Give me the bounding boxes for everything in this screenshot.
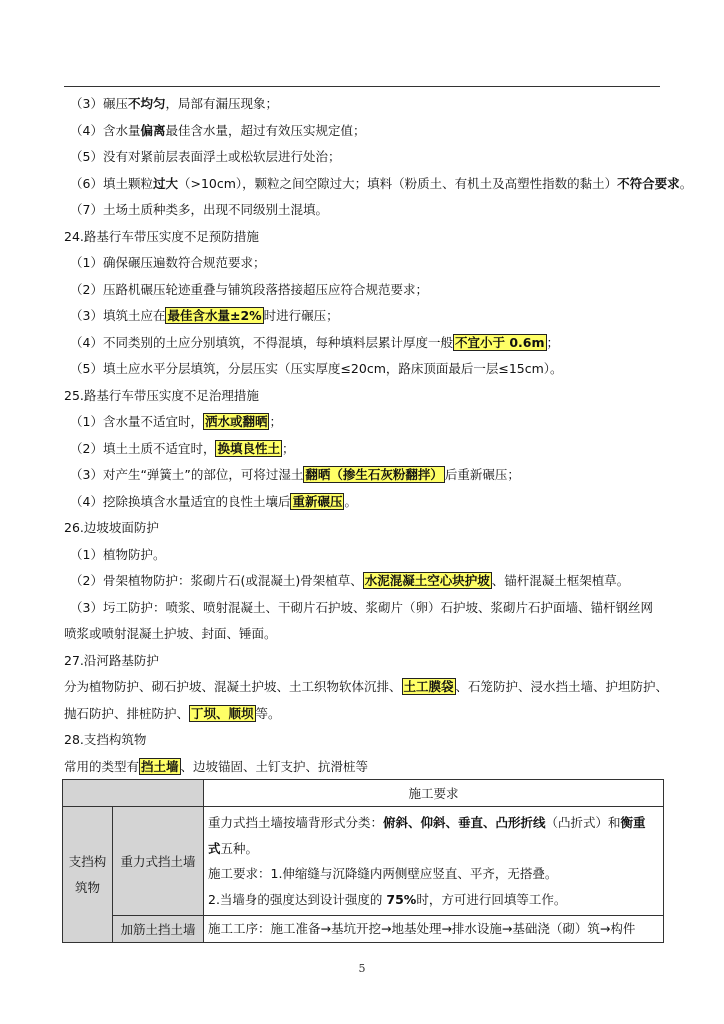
text-run: 等。: [255, 705, 281, 721]
text-run: （凸折式）和: [545, 815, 621, 830]
text-line: [64, 197, 664, 224]
bold-term: 俯斜、仰斜、垂直、凸形折线: [383, 815, 546, 830]
highlighted-key-term: 不宜小于 0.6m: [454, 334, 545, 350]
text-run: （5）填土应水平分层填筑，分层压实（压实厚度≤20cm，路床顶面最后一层≤15cm）。: [70, 361, 563, 376]
highlighted-key-term: 丁坝、顺坝: [191, 705, 254, 721]
text-run: 时，方可进行回填等工作。: [416, 891, 567, 907]
text-run: 施工工序：施工准备→基坑开挖→地基处理→排水设施→基础浇（砌）筑→构件: [208, 921, 636, 937]
reinforced-wall-requirements: [204, 916, 664, 943]
text-line: [64, 91, 664, 118]
text-run: （4）挖除换填含水量适宜的良性土壤后: [70, 493, 291, 509]
text-run: （1）确保碾压遍数符合规范要求；: [70, 255, 266, 270]
text-line: [64, 409, 664, 436]
category-line-1: 支挡构: [68, 853, 107, 869]
reinforced-wall-name: 加筋土挡土墙: [113, 916, 204, 943]
text-run: 最佳含水量，超过有效压实规定值；: [165, 122, 366, 138]
bold-term: 衡重: [620, 815, 646, 830]
text-line: [64, 277, 664, 304]
text-run: 、边坡锚固、土钉支护、抗滑桩等: [180, 758, 369, 774]
text-run: 28.支挡构筑物: [64, 732, 147, 747]
text-line: [64, 621, 664, 648]
text-run: 2.当墙身的强度达到设计强度的: [208, 891, 387, 907]
bold-term: 偏离: [140, 122, 166, 138]
text-run: （2）填土土质不适宜时，: [70, 440, 216, 456]
text-run: 时进行碾压；: [263, 308, 339, 323]
text-line: [64, 250, 664, 277]
requirement-line: [208, 810, 659, 836]
text-run: 26.边坡坡面防护: [64, 520, 159, 535]
highlighted-key-term: 洒水或翻晒: [204, 414, 268, 429]
bold-term: 75%: [386, 891, 417, 907]
text-run: （3）填筑土应在: [70, 308, 166, 323]
bold-term: 式: [208, 840, 221, 856]
category-cell: [63, 807, 113, 943]
category-line-2: 筑物: [74, 879, 100, 895]
gravity-wall-requirements: [204, 807, 664, 916]
highlighted-key-term: 重新碾压: [292, 493, 343, 509]
text-run: 常用的类型有: [64, 758, 140, 774]
bold-term: 不符合要求: [617, 175, 680, 191]
text-line: [64, 674, 669, 701]
text-run: （3）碾压: [70, 96, 128, 111]
text-run: 喷浆或喷射混凝土护坡、封面、锤面。: [64, 626, 277, 641]
text-run: 五种。: [220, 840, 259, 856]
text-line: [64, 568, 664, 595]
text-run: （3）圬工防护：喷浆、喷射混凝土、干砌片石护坡、浆砌片（卵）石护坡、浆砌片石护面墙、锚杆钢丝网: [70, 599, 653, 615]
section-heading: [64, 383, 664, 410]
requirement-line: [208, 861, 659, 887]
gravity-wall-name: 重力式挡土墙: [113, 807, 204, 916]
text-run: 、锚杆混凝土框架植草。: [491, 573, 630, 588]
text-run: 分为植物防护、砌石护坡、混凝土护坡、土工织物软体沉排、: [64, 679, 402, 694]
text-run: （>10cm），颗粒之间空隙过大；填料（粉质土、有机土及高塑性指数的黏土）: [177, 175, 618, 191]
text-run: 24.路基行车带压实度不足预防措施: [64, 228, 259, 244]
highlighted-key-term: 土工膜袋: [403, 679, 454, 694]
requirement-line: [208, 916, 659, 942]
text-run: 重力式挡土墙按墙背形式分类：: [208, 815, 384, 830]
text-run: （3）对产生“弹簧土”的部位，可将过湿土: [70, 467, 304, 482]
highlighted-key-term: 翻晒（掺生石灰粉翻拌）: [305, 467, 443, 482]
bold-term: 不均匀: [127, 96, 166, 111]
text-run: （6）填土颗粒: [70, 175, 153, 191]
text-line: [64, 356, 664, 383]
text-run: 、石笼防护、浸水挡土墙、护坦防护、: [455, 679, 669, 694]
header-rule: [64, 86, 660, 87]
page-number: 5: [358, 962, 366, 975]
text-run: ，局部有漏压现象；: [165, 96, 278, 111]
text-line: [64, 436, 664, 463]
text-line: [64, 595, 664, 622]
text-run: 27.沿河路基防护: [64, 652, 159, 668]
text-run: 。: [344, 493, 357, 509]
text-run: 施工要求：1.伸缩缝与沉降缝内两侧壁应竖直、平齐，无搭叠。: [208, 866, 558, 881]
text-line: [64, 754, 664, 781]
text-run: 抛石防护、排桩防护、: [64, 705, 190, 721]
text-line: [64, 171, 693, 198]
section-heading: [64, 727, 664, 754]
text-run: （2）骨架植物防护：浆砌片石(或混凝土)骨架植草、: [70, 573, 363, 588]
text-line: [64, 303, 664, 330]
table-header-requirements: 施工要求: [204, 780, 664, 807]
retaining-structure-table: [62, 779, 664, 943]
text-line: [64, 701, 664, 728]
document-body: [64, 91, 693, 807]
highlighted-key-term: 换填良性土: [217, 440, 280, 456]
text-run: （5）没有对紧前层表面浮土或松软层进行处治；: [70, 149, 341, 164]
text-line: [64, 489, 664, 516]
text-line: [64, 462, 664, 489]
text-line: [64, 118, 664, 145]
highlighted-key-term: 水泥混凝土空心块护坡: [364, 573, 490, 588]
bold-term: 过大: [152, 175, 178, 191]
text-run: （2）压路机碾压轮迹重叠与铺筑段落搭接超压应符合规范要求；: [70, 281, 428, 297]
text-line: [64, 330, 664, 357]
highlighted-key-term: 最佳含水量±2%: [167, 308, 262, 323]
text-run: ；: [269, 414, 282, 429]
text-run: ；: [546, 334, 560, 350]
text-run: 。: [679, 175, 693, 191]
text-run: ；: [281, 440, 295, 456]
text-run: （7）土场土质种类多，出现不同级别土混填。: [70, 202, 328, 217]
text-run: （1）含水量不适宜时，: [70, 414, 203, 429]
text-line: [64, 542, 664, 569]
text-run: 25.路基行车带压实度不足治理措施: [64, 387, 259, 403]
text-run: （4）不同类别的土应分别填筑，不得混填，每种填料层累计厚度一般: [70, 334, 453, 350]
text-line: [64, 144, 664, 171]
requirement-line: [208, 887, 659, 913]
requirement-line: [208, 836, 659, 862]
section-heading: [64, 648, 664, 675]
section-heading: [64, 224, 664, 251]
text-run: 后重新碾压；: [444, 467, 520, 482]
section-heading: [64, 515, 664, 542]
text-run: （1）植物防护。: [70, 546, 166, 562]
text-run: （4）含水量: [70, 122, 141, 138]
table-corner-cell: [63, 780, 204, 807]
highlighted-key-term: 挡土墙: [141, 758, 179, 774]
